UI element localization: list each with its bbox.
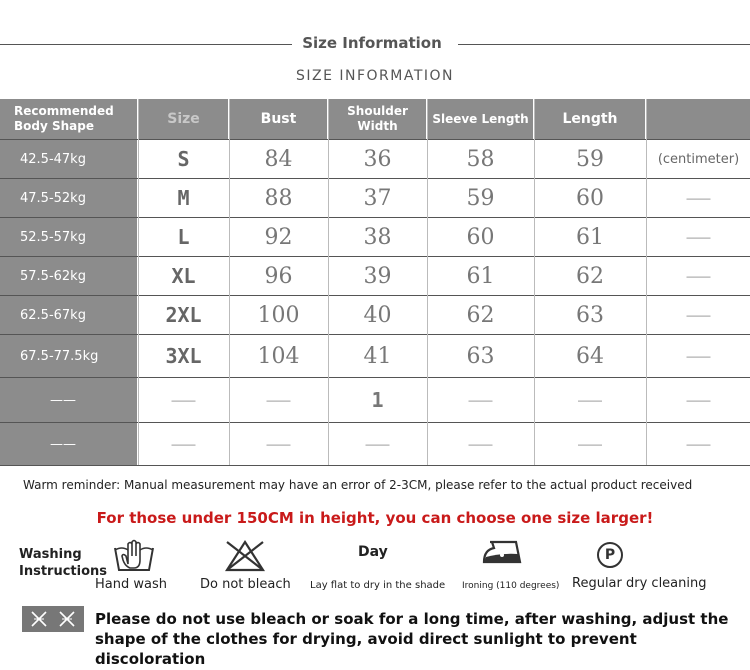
table-row bbox=[0, 218, 750, 256]
care-warning-badge bbox=[22, 606, 84, 632]
header-length: Length bbox=[535, 99, 645, 139]
bust-cell: 104 bbox=[257, 343, 300, 369]
table-divider bbox=[534, 99, 535, 465]
height-advice: For those under 150CM in height, you can choose one size larger! bbox=[96, 509, 654, 527]
shoulder-cell: 36 bbox=[363, 146, 392, 172]
sleeve-cell: 62 bbox=[466, 302, 495, 328]
sleeve-cell: 58 bbox=[466, 146, 495, 172]
table-row bbox=[0, 179, 750, 217]
length-cell: 62 bbox=[576, 263, 604, 289]
no-bleach-label: Do not bleach bbox=[200, 577, 291, 592]
size-cell: —— bbox=[171, 437, 196, 451]
header-rule-left bbox=[0, 44, 292, 45]
table-rule bbox=[0, 465, 750, 466]
empty-cell: —— bbox=[686, 308, 711, 322]
hand-wash-label: Hand wash bbox=[95, 577, 167, 592]
shoulder-cell: 37 bbox=[363, 185, 392, 211]
size-cell: M bbox=[177, 186, 190, 210]
header-sleeve-length: Sleeve Length bbox=[428, 99, 533, 139]
size-cell: —— bbox=[171, 393, 196, 407]
table-row bbox=[0, 378, 750, 422]
body-shape-cell: 47.5-52kg bbox=[0, 179, 137, 217]
shade-dry-label: Lay flat to dry in the shade bbox=[310, 580, 446, 591]
body-shape-cell: —— bbox=[0, 423, 137, 465]
table-rule bbox=[0, 178, 750, 179]
table-divider bbox=[427, 99, 428, 465]
body-shape-cell: —— bbox=[0, 378, 137, 422]
bust-cell: 88 bbox=[264, 185, 293, 211]
sleeve-cell: 59 bbox=[466, 185, 495, 211]
shoulder-cell: 38 bbox=[363, 224, 392, 250]
washing-instructions-label: Washing Instructions bbox=[19, 547, 108, 579]
size-cell: 2XL bbox=[165, 303, 202, 327]
table-rule bbox=[0, 334, 750, 335]
sleeve-cell: —— bbox=[468, 437, 493, 451]
empty-cell: —— bbox=[686, 437, 711, 451]
table-divider bbox=[328, 99, 329, 465]
length-cell: 60 bbox=[576, 185, 604, 211]
sleeve-cell: 63 bbox=[466, 343, 495, 369]
size-cell: XL bbox=[171, 264, 196, 288]
no-bleach-icon bbox=[223, 538, 267, 579]
length-cell: —— bbox=[578, 437, 602, 451]
sleeve-cell: 61 bbox=[466, 263, 495, 289]
length-cell: —— bbox=[578, 393, 602, 407]
day-icon: Day bbox=[358, 544, 388, 560]
length-cell: 61 bbox=[576, 224, 604, 250]
table-rule bbox=[0, 256, 750, 257]
header-body-shape: Recommended Body Shape bbox=[0, 99, 137, 139]
shoulder-cell: 40 bbox=[363, 302, 392, 328]
table-row bbox=[0, 335, 750, 377]
size-cell: 3XL bbox=[165, 344, 202, 368]
empty-cell: —— bbox=[686, 349, 711, 363]
table-rule bbox=[0, 139, 750, 140]
table-row bbox=[0, 140, 750, 178]
shoulder-cell: —— bbox=[365, 437, 390, 451]
shoulder-cell: 1 bbox=[371, 388, 384, 412]
header-shoulder-width: Shoulder Width bbox=[329, 99, 426, 139]
header-bust: Bust bbox=[230, 99, 327, 139]
table-row bbox=[0, 296, 750, 334]
page-subtitle: SIZE INFORMATION bbox=[295, 68, 455, 84]
length-cell: 63 bbox=[576, 302, 604, 328]
size-cell: L bbox=[177, 225, 190, 249]
bust-cell: 96 bbox=[264, 263, 293, 289]
unit-cell: (centimeter) bbox=[657, 151, 740, 167]
table-rule bbox=[0, 217, 750, 218]
bust-cell: 84 bbox=[264, 146, 293, 172]
warm-reminder: Warm reminder: Manual measurement may have an error of 2-3CM, please refer to the actual product received bbox=[23, 478, 693, 492]
size-cell: S bbox=[177, 147, 190, 171]
table-divider bbox=[646, 99, 647, 465]
body-shape-cell: 62.5-67kg bbox=[0, 296, 137, 334]
empty-cell: —— bbox=[686, 230, 711, 244]
shoulder-cell: 39 bbox=[363, 263, 392, 289]
bust-cell: 100 bbox=[257, 302, 300, 328]
iron-icon bbox=[480, 536, 528, 575]
table-rule bbox=[0, 377, 750, 378]
table-divider bbox=[138, 99, 139, 465]
body-shape-cell: 42.5-47kg bbox=[0, 140, 137, 178]
table-divider bbox=[229, 99, 230, 465]
shoulder-cell: 41 bbox=[363, 343, 392, 369]
empty-cell: —— bbox=[686, 393, 711, 407]
sleeve-cell: 60 bbox=[466, 224, 495, 250]
table-rule bbox=[0, 422, 750, 423]
bust-cell: 92 bbox=[264, 224, 293, 250]
empty-cell: —— bbox=[686, 191, 711, 205]
header-rule-right bbox=[458, 44, 750, 45]
body-shape-cell: 67.5-77.5kg bbox=[0, 335, 137, 377]
iron-label: Ironing (110 degrees) bbox=[462, 581, 560, 591]
length-cell: 59 bbox=[576, 146, 604, 172]
page-title: Size Information bbox=[302, 34, 442, 52]
care-note: Please do not use bleach or soak for a long time, after washing, adjust the shape of the clothes for drying, avoid direct sunlight to prevent discoloration bbox=[95, 610, 729, 668]
header-size: Size bbox=[139, 99, 228, 139]
body-shape-cell: 52.5-57kg bbox=[0, 218, 137, 256]
header-blank bbox=[647, 99, 750, 139]
hand-wash-icon bbox=[112, 538, 156, 579]
table-row bbox=[0, 257, 750, 295]
dry-clean-icon: P bbox=[597, 542, 623, 568]
length-cell: 64 bbox=[576, 343, 604, 369]
table-rule bbox=[0, 295, 750, 296]
table-header-row bbox=[0, 99, 750, 139]
crossed-symbols-icon bbox=[22, 606, 84, 632]
table-row bbox=[0, 423, 750, 465]
body-shape-cell: 57.5-62kg bbox=[0, 257, 137, 295]
dry-clean-label: Regular dry cleaning bbox=[572, 576, 707, 591]
bust-cell: —— bbox=[266, 393, 291, 407]
bust-cell: —— bbox=[266, 437, 291, 451]
empty-cell: —— bbox=[686, 269, 711, 283]
sleeve-cell: —— bbox=[468, 393, 493, 407]
